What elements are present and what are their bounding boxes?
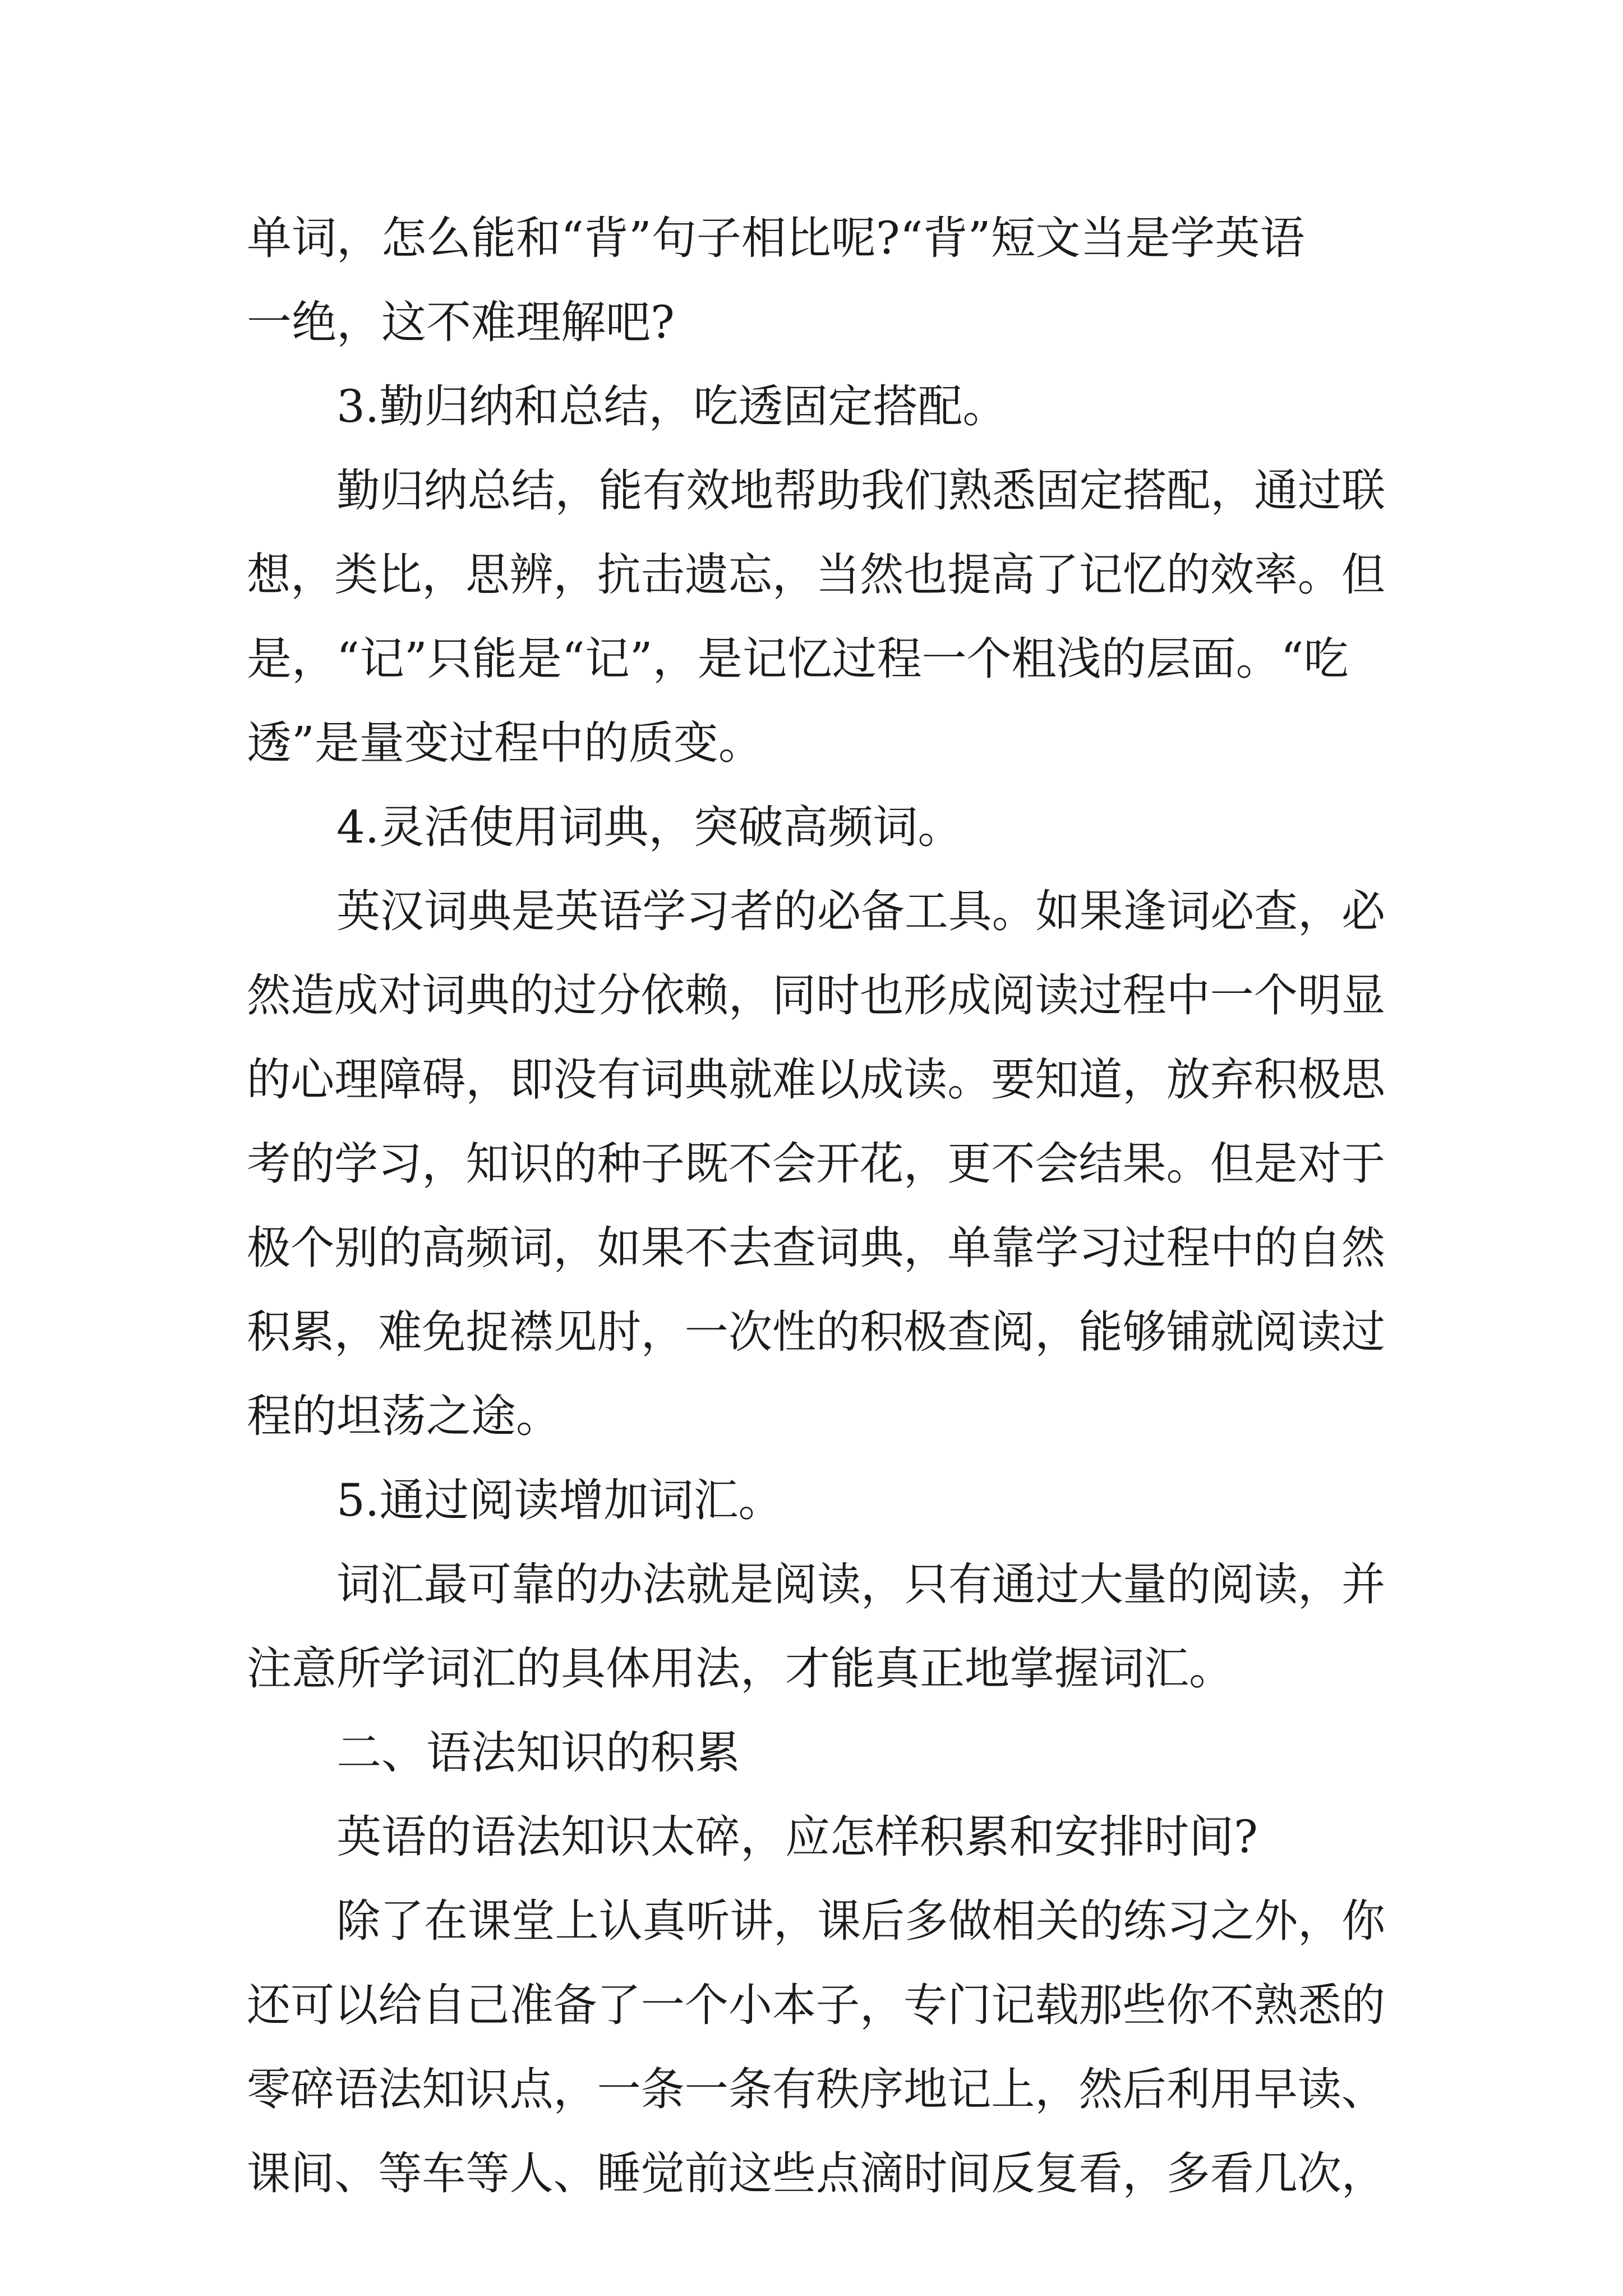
text-line: 英语的语法知识太碎，应怎样积累和安排时间? [336,1811,1258,1863]
text-line: 极个别的高频词，如果不去查词典，单靠学习过程中的自然 [247,1222,1385,1274]
section-heading: 3.勤归纳和总结，吃透固定搭配。 [336,380,1008,432]
text-line: 零碎语法知识点，一条一条有秩序地记上，然后利用早读、 [247,2063,1385,2115]
section-heading: 4.灵活使用词典，突破高频词。 [336,801,963,853]
text-line: 积累，难免捉襟见肘，一次性的积极查阅，能够铺就阅读过 [247,1306,1385,1358]
text-line: 透”是量变过程中的质变。 [247,717,763,769]
text-line: 程的坦荡之途。 [247,1390,561,1442]
text-line: 一绝，这不难理解吧? [247,296,675,348]
text-line: 考的学习，知识的种子既不会开花，更不会结果。但是对于 [247,1138,1385,1190]
text-line: 英汉词典是英语学习者的必备工具。如果逢词必查，必 [336,885,1385,937]
section-heading: 5.通过阅读增加词汇。 [336,1474,783,1526]
text-line: 单词，怎么能和“背”句子相比呢?“背”短文当是学英语 [247,212,1305,264]
text-line: 还可以给自己准备了一个小本子，专门记载那些你不熟悉的 [247,1979,1385,2031]
text-line: 课间、等车等人、睡觉前这些点滴时间反复看，多看几次， [247,2147,1385,2200]
section-heading: 二、语法知识的积累 [336,1727,740,1779]
text-line: 然造成对词典的过分依赖，同时也形成阅读过程中一个明显 [247,969,1385,1022]
text-line: 是，“记”只能是“记”，是记忆过程一个粗浅的层面。“吃 [247,633,1349,685]
text-line: 除了在课堂上认真听讲，课后多做相关的练习之外，你 [336,1895,1385,1947]
text-line: 勤归纳总结，能有效地帮助我们熟悉固定搭配，通过联 [336,464,1385,517]
text-line: 注意所学词汇的具体用法，才能真正地掌握词汇。 [247,1642,1234,1695]
text-line: 词汇最可靠的办法就是阅读，只有通过大量的阅读，并 [336,1558,1385,1611]
text-line: 想，类比，思辨，抗击遗忘，当然也提高了记忆的效率。但 [247,549,1385,601]
text-line: 的心理障碍，即没有词典就难以成读。要知道，放弃积极思 [247,1053,1385,1106]
